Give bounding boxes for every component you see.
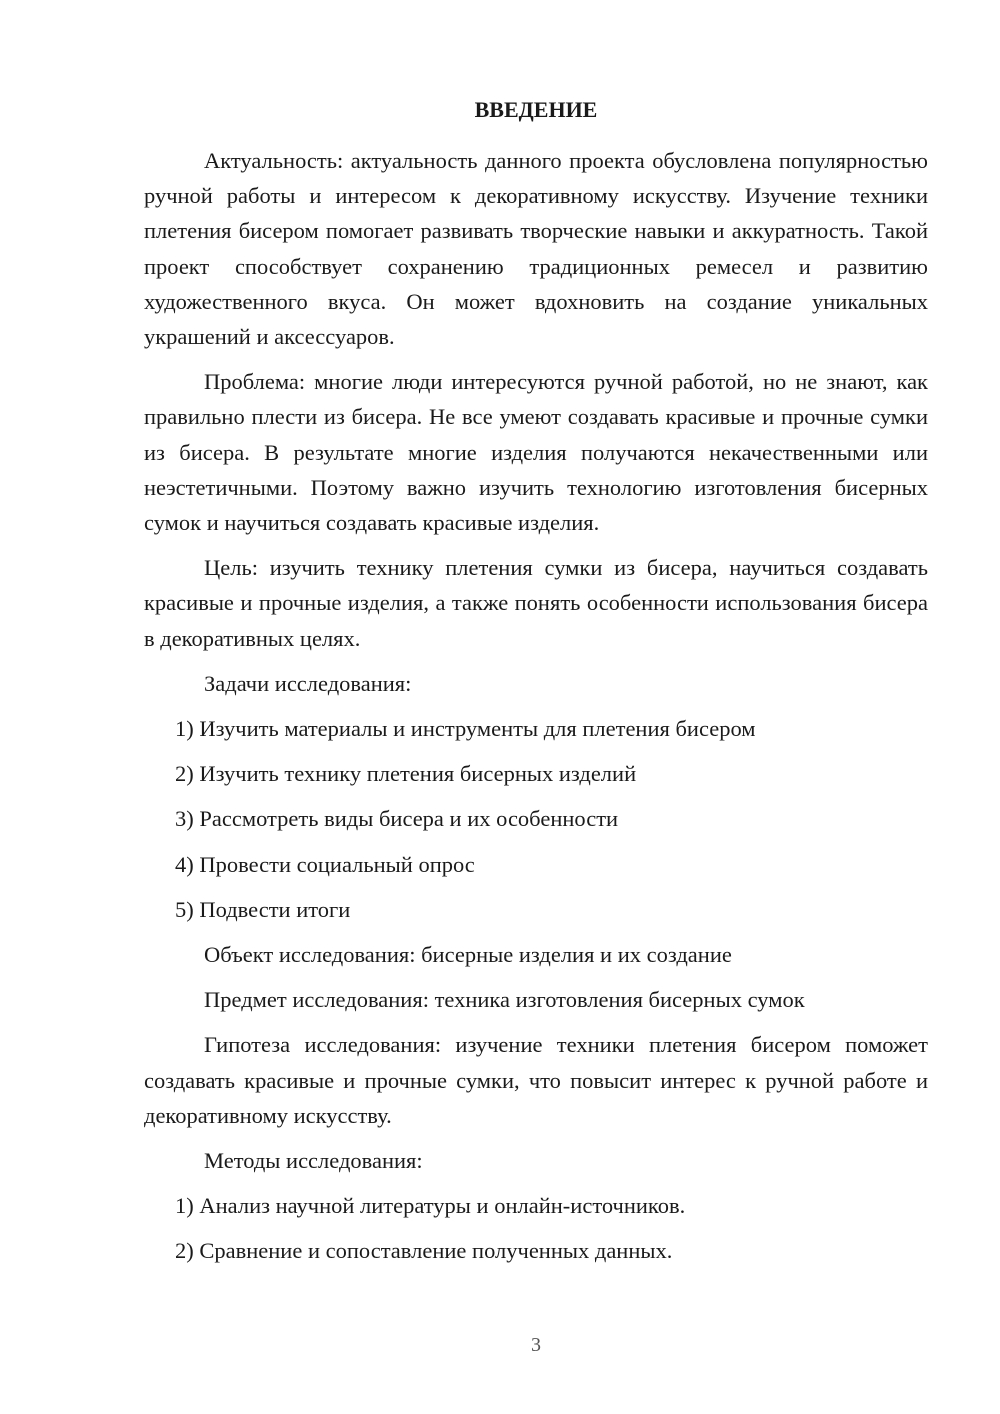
list-item: 2) Изучить технику плетения бисерных изделий — [175, 761, 637, 787]
page-title: ВВЕДЕНИЕ — [474, 97, 598, 122]
subject-line: Предмет исследования: техника изготовления бисерных сумок — [204, 987, 805, 1013]
list-item: 2) Сравнение и сопоставление полученных данных. — [175, 1238, 673, 1264]
relevance-paragraph: Актуальность: актуальность данного проекта обусловлена популярностью ручной работы и интересом к декоративному искусству. Изучение техники плетения бисером помогает развивать творческие навыки и аккуратность. Такой проект способствует сохранению традиционных ремесел и развитию художественного вкуса. Он может вдохновить на создание уникальных украшений и аксессуаров. — [144, 148, 928, 350]
hypothesis-paragraph: Гипотеза исследования: изучение техники плетения бисером поможет создавать красивые и прочные сумки, что повысит интерес к ручной работе и декоративному искусству. — [144, 1032, 928, 1128]
list-item: 5) Подвести итоги — [175, 896, 351, 922]
list-item: 4) Провести социальный опрос — [175, 851, 475, 877]
document-body — [144, 143, 928, 1279]
list-item: 1) Изучить материалы и инструменты для плетения бисером — [175, 716, 756, 742]
problem-paragraph: Проблема: многие люди интересуются ручной работой, но не знают, как правильно плести из бисера. Не все умеют создавать красивые и прочные сумки из бисера. В результате многие изделия получаются некачественными или неэстетичными. Поэтому важно изучить технологию изготовления бисерных сумок и научиться создавать красивые изделия. — [144, 369, 928, 536]
list-item: 3) Рассмотреть виды бисера и их особенности — [175, 806, 619, 832]
methods-heading: Методы исследования: — [204, 1148, 423, 1174]
goal-paragraph: Цель: изучить технику плетения сумки из бисера, научиться создавать красивые и прочные изделия, а также понять особенности использования бисера в декоративных целях. — [144, 555, 928, 651]
tasks-heading: Задачи исследования: — [204, 670, 412, 696]
object-line: Объект исследования: бисерные изделия и их создание — [204, 942, 732, 968]
list-item: 1) Анализ научной литературы и онлайн-источников. — [175, 1193, 686, 1219]
page-number: 3 — [531, 1334, 541, 1356]
